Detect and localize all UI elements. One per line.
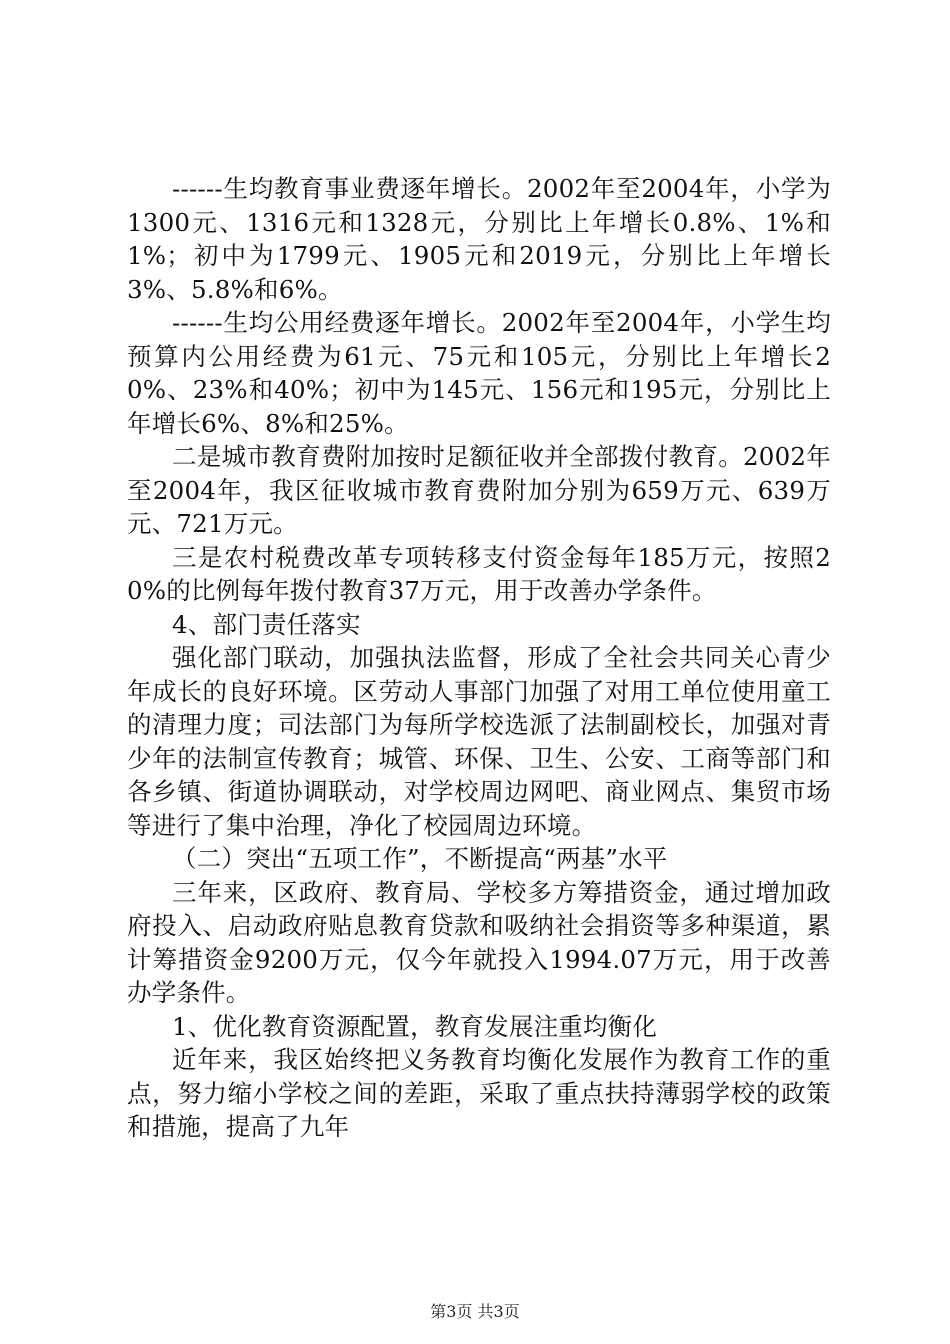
paragraph-public-expense: ------生均公用经费逐年增长。2002年至2004年，小学生均预算内公用经费为61元、75元和105元，分别比上年增长20%、23%和40%；初中为145元、156元和195元，分别比上年增长6%、8%和25%。 <box>127 308 831 438</box>
document-body <box>127 172 831 1144</box>
paragraph-rural-transfer: 三是农村税费改革专项转移支付资金每年185万元，按照20%的比例每年拨付教育37万元，用于改善办学条件。 <box>127 542 831 605</box>
page-footer: 第3页 共3页 <box>430 1302 520 1321</box>
paragraph-department-linkage: 强化部门联动，加强执法监督，形成了全社会共同关心青少年成长的良好环境。区劳动人事部门加强了对用工单位使用童工的清理力度；司法部门为每所学校选派了法制副校长，加强对青少年的法制宣传教育；城管、环保、卫生、公安、工商等部门和各乡镇、街道协调联动，对学校周边网吧、商业网点、集贸市场等进行了集中治理，净化了校园周边环境。 <box>127 643 831 840</box>
paragraph-balanced-development: 近年来，我区始终把义务教育均衡化发展作为教育工作的重点，努力缩小学校之间的差距，采取了重点扶持薄弱学校的政策和措施，提高了九年 <box>127 1045 831 1141</box>
heading-five-works: （二）突出“五项工作”，不断提高“两基”水平 <box>172 844 668 873</box>
paragraph-fundraising: 三年来，区政府、教育局、学校多方筹措资金，通过增加政府投入、启动政府贴息教育贷款和吸纳社会捐资等多种渠道，累计筹措资金9200万元，仅今年就投入1994.07万元，用于改善办学条件。 <box>127 877 831 1007</box>
heading-department-duty: 4、部门责任落实 <box>172 609 361 639</box>
paragraph-city-surcharge: 二是城市教育费附加按时足额征收并全部拨付教育。2002年至2004年，我区征收城市教育费附加分别为659万元、639万元、721万元。 <box>127 442 831 538</box>
paragraph-education-expense: ------生均教育事业费逐年增长。2002年至2004年，小学为1300元、1316元和1328元，分别比上年增长0.8%、1%和1%；初中为1799元、1905元和2019元，分别比上年增长3%、5.8%和6%。 <box>127 174 831 304</box>
heading-resource-allocation: 1、优化教育资源配置，教育发展注重均衡化 <box>172 1011 658 1041</box>
